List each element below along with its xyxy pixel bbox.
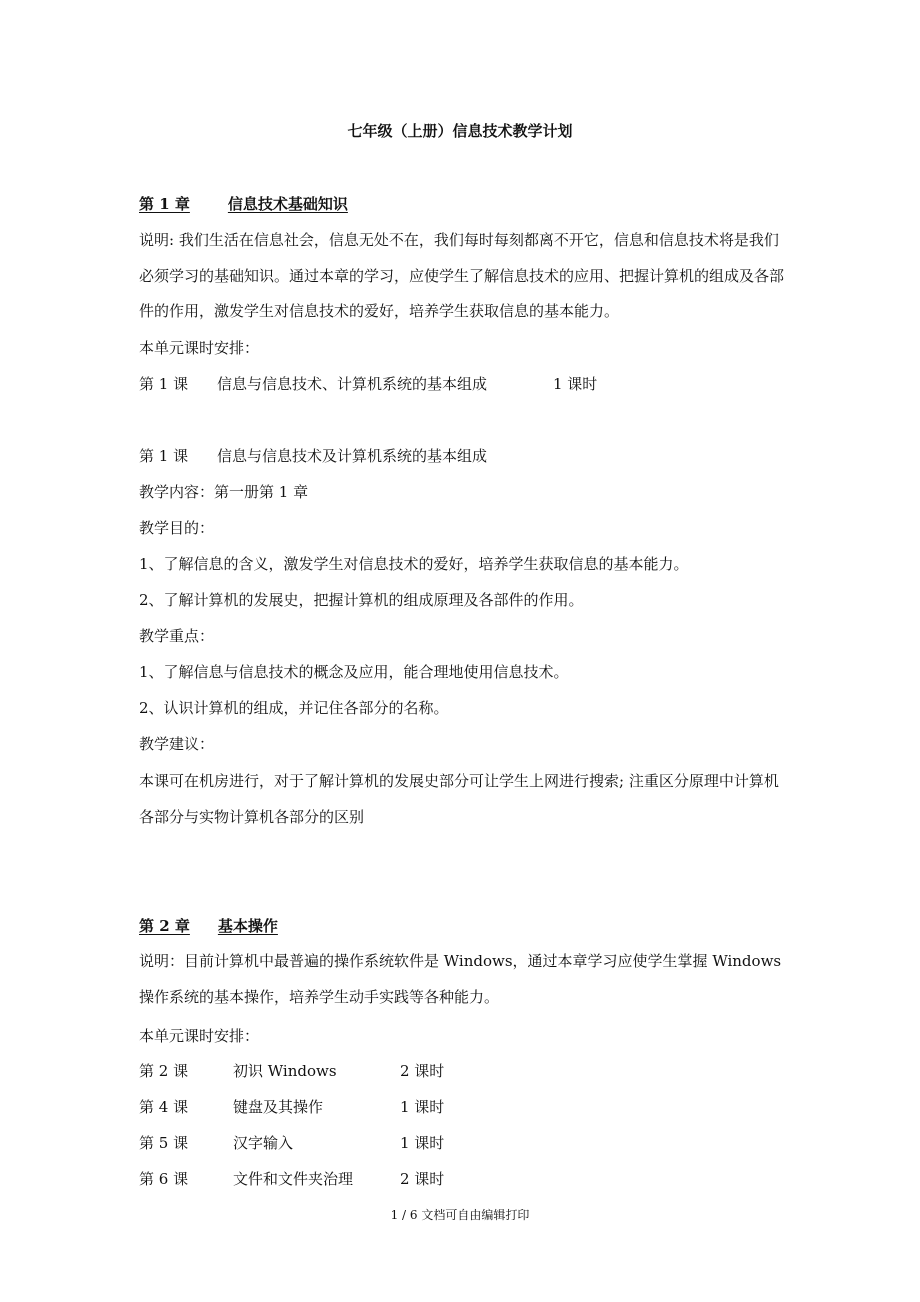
chapter-1-number: 第 1 章 — [139, 195, 190, 213]
page-footer: 1 / 6 文档可自由编辑打印 — [390, 1208, 530, 1222]
schedule-lesson: 第 4 课 — [139, 1098, 189, 1116]
lesson-1-key-item: 1、了解信息与信息技术的概念及应用，能合理地使用信息技术。 — [139, 663, 569, 681]
lesson-1-number: 第 1 课 — [139, 447, 189, 465]
schedule-lesson-hours: 1 课时 — [400, 1098, 445, 1116]
lesson-1-goals-label: 教学目的： — [139, 519, 215, 537]
schedule-lesson-hours: 1 课时 — [553, 375, 598, 393]
schedule-lesson-hours: 1 课时 — [400, 1134, 445, 1152]
chapter-1-schedule-row — [139, 374, 188, 394]
schedule-lesson: 第 1 课 — [139, 375, 189, 393]
schedule-lesson: 第 2 课 — [139, 1062, 189, 1080]
schedule-lesson-name: 文件和文件夹治理 — [233, 1170, 354, 1188]
chapter-1-heading — [139, 193, 356, 214]
schedule-lesson-hours: 2 课时 — [400, 1170, 445, 1188]
chapter-1-description: 说明: 我们生活在信息社会，信息无处不在，我们每时每刻都离不开它，信息和信息技术将是我们必须学习的基础知识。通过本章的学习，应使学生了解信息技术的应用、把握计算机的组成及各部件的作用，激发学生对信息技术的爱好，培养学生获取信息的基本能力。 — [139, 231, 785, 320]
lesson-1-advice-label: 教学建议： — [139, 735, 215, 753]
chapter-2-title: 基本操作 — [217, 917, 278, 935]
lesson-1-content: 教学内容：第一册第 1 章 — [139, 483, 309, 501]
schedule-lesson-name: 初识 Windows — [233, 1062, 337, 1080]
schedule-lesson: 第 5 课 — [139, 1134, 189, 1152]
schedule-lesson-name: 汉字输入 — [233, 1134, 294, 1152]
lesson-1-advice: 本课可在机房进行，对于了解计算机的发展史部分可让学生上网进行搜索; 注重区分原理中计算机各部分与实物计算机各部分的区别 — [139, 772, 779, 826]
chapter-2-description: 说明：目前计算机中最普遍的操作系统软件是 Windows，通过本章学习应使学生掌握 Windows 操作系统的基本操作，培养学生动手实践等各种能力。 — [139, 952, 782, 1006]
chapter-2-number: 第 2 章 — [139, 917, 190, 935]
lesson-1-goal-item: 1、了解信息的含义，激发学生对信息技术的爱好，培养学生获取信息的基本能力。 — [139, 555, 689, 573]
chapter-2-schedule-label: 本单元课时安排： — [139, 1027, 260, 1045]
schedule-lesson-hours: 2 课时 — [400, 1062, 445, 1080]
chapter-1-schedule-label: 本单元课时安排： — [139, 339, 260, 357]
lesson-1-goal-item: 2、了解计算机的发展史，把握计算机的组成原理及各部件的作用。 — [139, 591, 584, 609]
lesson-1-title: 信息与信息技术及计算机系统的基本组成 — [217, 447, 488, 465]
chapter-1-title: 信息技术基础知识 — [227, 195, 348, 213]
schedule-lesson: 第 6 课 — [139, 1170, 189, 1188]
schedule-lesson-name: 信息与信息技术、计算机系统的基本组成 — [217, 375, 488, 393]
schedule-lesson-name: 键盘及其操作 — [233, 1098, 324, 1116]
lesson-1-key-item: 2、认识计算机的组成，并记住各部分的名称。 — [139, 699, 449, 717]
chapter-2-heading — [139, 915, 286, 936]
document-title: 七年级（上册）信息技术教学计划 — [347, 122, 573, 140]
lesson-1-keys-label: 教学重点： — [139, 627, 215, 645]
